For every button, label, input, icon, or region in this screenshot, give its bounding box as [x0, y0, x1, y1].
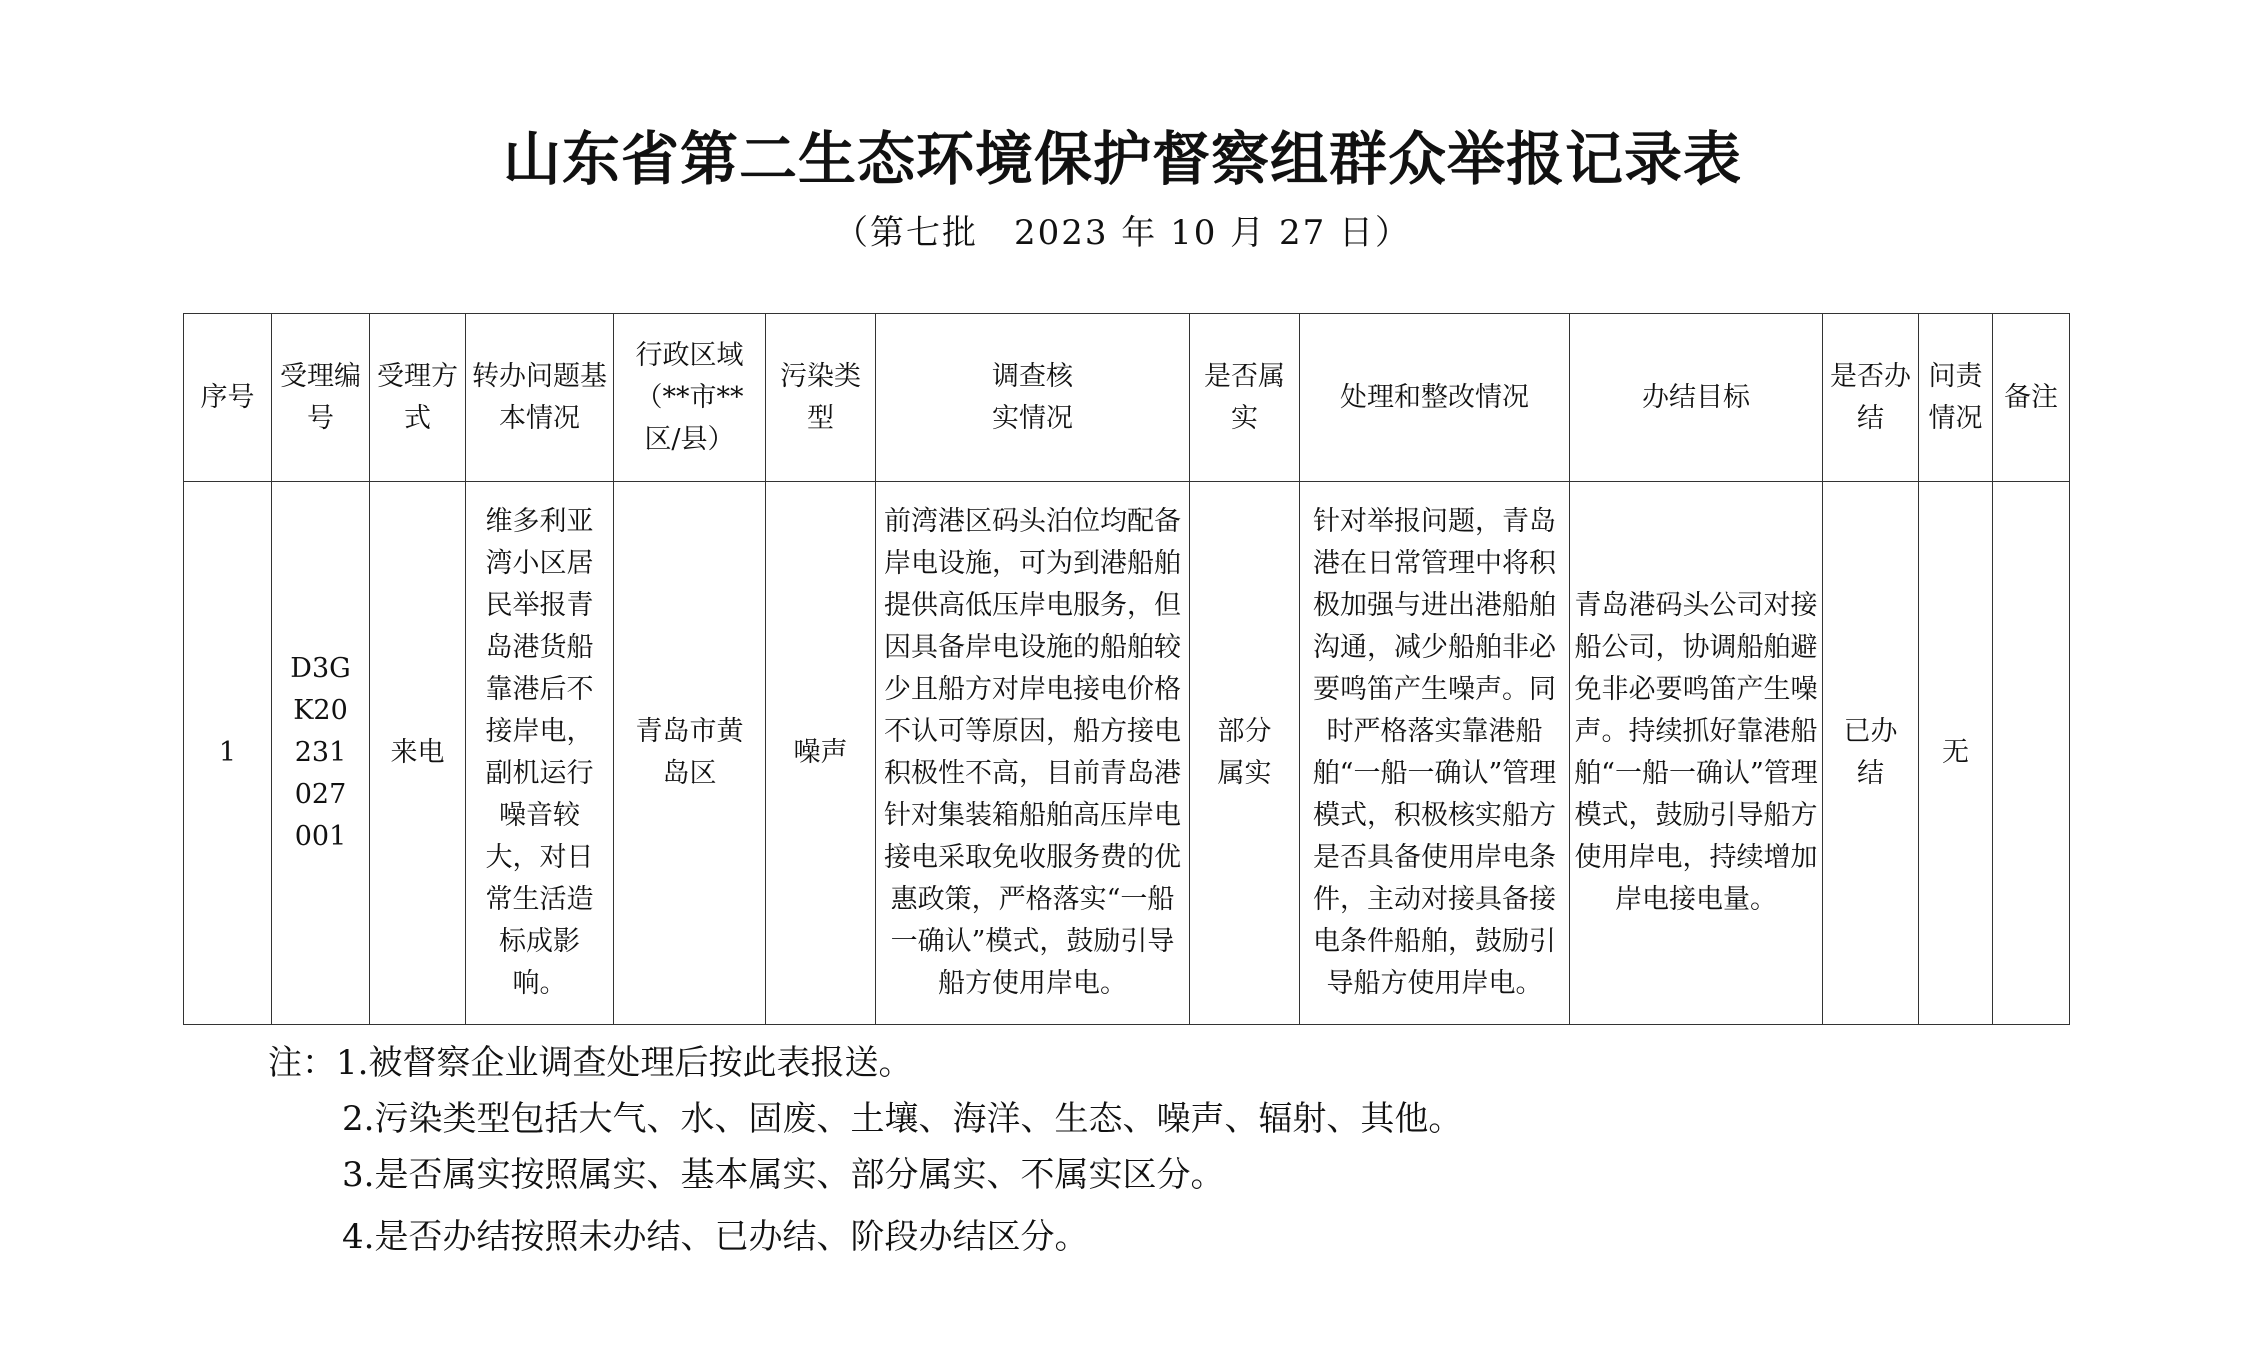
- cell-case-id: D3GK20231027001: [272, 482, 370, 1025]
- cell-completed: 已办结: [1823, 482, 1919, 1025]
- header-completed: 是否办结: [1823, 314, 1919, 482]
- cell-handling: 针对举报问题，青岛港在日常管理中将积极加强与进出港船舶沟通，减少船舶非必要鸣笛产生噪声。同时严格落实靠港船舶“一船一确认”管理模式，积极核实船方是否具备使用岸电条件，主动对接具备接电条件船舶，鼓励引导船方使用岸电。: [1300, 482, 1570, 1025]
- header-accountability: 问责情况: [1919, 314, 1993, 482]
- cell-summary: 维多利亚湾小区居民举报青岛港货船靠港后不接岸电，副机运行噪音较大，对日常生活造标成影响。: [466, 482, 614, 1025]
- notes-section: [268, 1035, 1462, 1265]
- cell-accountability: 无: [1919, 482, 1993, 1025]
- cell-method: 来电: [370, 482, 466, 1025]
- table-header-row: [184, 314, 2070, 482]
- batch-date-subtitle: （第七批 2023 年 10 月 27 日）: [833, 213, 1412, 253]
- report-record-table: [183, 313, 2070, 1025]
- header-investigation: 调查核实情况: [876, 314, 1190, 482]
- cell-pollution-type: 噪声: [766, 482, 876, 1025]
- cell-region: 青岛市黄岛区: [614, 482, 766, 1025]
- notes-label: 注：: [268, 1043, 336, 1083]
- page-title: 山东省第二生态环境保护督察组群众举报记录表: [502, 125, 1742, 193]
- note-item-2: 2.污染类型包括大气、水、固废、土壤、海洋、生态、噪声、辐射、其他。: [342, 1099, 1463, 1139]
- header-pollution-type: 污染类型: [766, 314, 876, 482]
- header-verified: 是否属实: [1190, 314, 1300, 482]
- cell-index: 1: [184, 482, 272, 1025]
- table-row: [184, 482, 2070, 1025]
- header-case-id: 受理编号: [272, 314, 370, 482]
- header-remarks: 备注: [1993, 314, 2070, 482]
- cell-investigation: 前湾港区码头泊位均配备岸电设施，可为到港船舶提供高低压岸电服务，但因具备岸电设施的船舶较少且船方对岸电接电价格不认可等原因，船方接电积极性不高，目前青岛港针对集装箱船舶高压岸电接电采取免收服务费的优惠政策，严格落实“一船一确认”模式，鼓励引导船方使用岸电。: [876, 482, 1190, 1025]
- note-item-1: 注：1.被督察企业调查处理后按此表报送。: [268, 1043, 913, 1083]
- header-summary: 转办问题基本情况: [466, 314, 614, 482]
- header-region: 行政区域（**市**区/县）: [614, 314, 766, 482]
- header-handling: 处理和整改情况: [1300, 314, 1570, 482]
- note-item-4: 4.是否办结按照未办结、已办结、阶段办结区分。: [342, 1217, 1089, 1257]
- cell-remarks: [1993, 482, 2070, 1025]
- cell-target: 青岛港码头公司对接船公司，协调船舶避免非必要鸣笛产生噪声。持续抓好靠港船舶“一船一确认”管理模式，鼓励引导船方使用岸电，持续增加岸电接电量。: [1570, 482, 1823, 1025]
- note-item-3: 3.是否属实按照属实、基本属实、部分属实、不属实区分。: [342, 1155, 1225, 1195]
- cell-verified: 部分属实: [1190, 482, 1300, 1025]
- header-index: 序号: [184, 314, 272, 482]
- header-method: 受理方式: [370, 314, 466, 482]
- header-target: 办结目标: [1570, 314, 1823, 482]
